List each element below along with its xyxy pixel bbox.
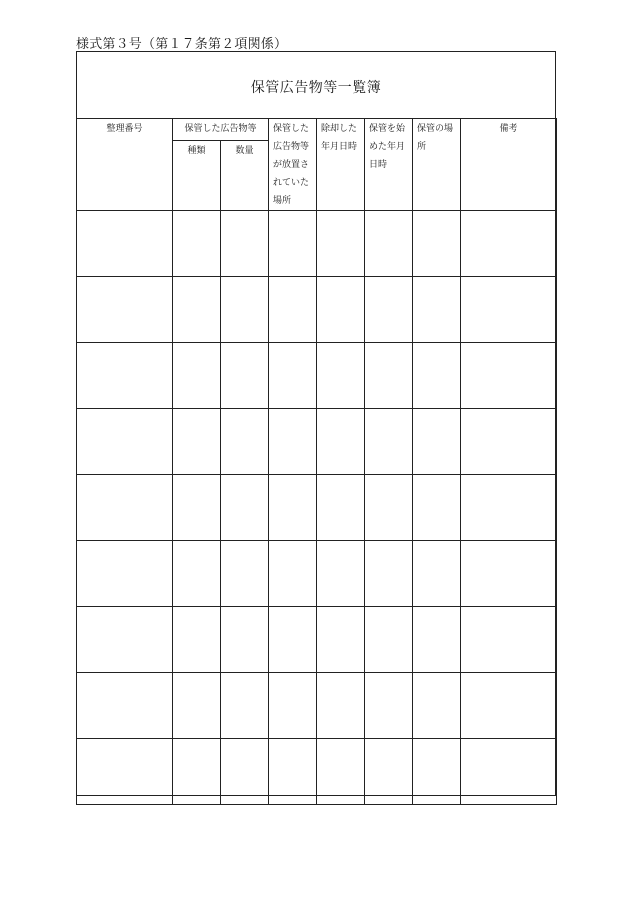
table-row bbox=[77, 739, 557, 805]
cell-removed-datetime bbox=[317, 673, 365, 739]
cell-abandoned-place bbox=[269, 739, 317, 805]
cell-kind bbox=[173, 541, 221, 607]
cell-storage-place bbox=[413, 673, 461, 739]
cell-remarks bbox=[461, 343, 557, 409]
cell-abandoned-place bbox=[269, 673, 317, 739]
form-label: 様式第３号（第１７条第２項関係） bbox=[76, 37, 288, 52]
table-row bbox=[77, 541, 557, 607]
cell-quantity bbox=[221, 409, 269, 475]
cell-abandoned-place bbox=[269, 343, 317, 409]
cell-storage-place bbox=[413, 541, 461, 607]
page-title: 保管広告物等一覧簿 bbox=[250, 80, 382, 96]
table-row bbox=[77, 211, 557, 277]
table-row bbox=[77, 343, 557, 409]
cell-quantity bbox=[221, 475, 269, 541]
cell-number bbox=[77, 475, 173, 541]
register-table bbox=[76, 118, 557, 805]
cell-kind bbox=[173, 673, 221, 739]
cell-kind bbox=[173, 475, 221, 541]
cell-kind bbox=[173, 409, 221, 475]
cell-storage-place bbox=[413, 409, 461, 475]
cell-remarks bbox=[461, 739, 557, 805]
cell-removed-datetime bbox=[317, 211, 365, 277]
table-row bbox=[77, 673, 557, 739]
cell-removed-datetime bbox=[317, 541, 365, 607]
cell-storage-start bbox=[365, 277, 413, 343]
cell-storage-place bbox=[413, 277, 461, 343]
header-storage-start: 保管を始 めた年月 日時 bbox=[365, 119, 413, 211]
cell-storage-start bbox=[365, 673, 413, 739]
table-row bbox=[77, 607, 557, 673]
cell-quantity bbox=[221, 277, 269, 343]
cell-number bbox=[77, 673, 173, 739]
header-stored-items: 保管した広告物等 bbox=[173, 119, 269, 141]
cell-abandoned-place bbox=[269, 211, 317, 277]
cell-quantity bbox=[221, 541, 269, 607]
cell-storage-place bbox=[413, 475, 461, 541]
cell-kind bbox=[173, 607, 221, 673]
cell-remarks bbox=[461, 277, 557, 343]
register-sheet bbox=[76, 51, 556, 796]
cell-remarks bbox=[461, 475, 557, 541]
cell-storage-start bbox=[365, 343, 413, 409]
cell-remarks bbox=[461, 673, 557, 739]
header-storage-place: 保管の場 所 bbox=[413, 119, 461, 211]
cell-abandoned-place bbox=[269, 277, 317, 343]
cell-storage-place bbox=[413, 343, 461, 409]
cell-storage-start bbox=[365, 607, 413, 673]
cell-number bbox=[77, 607, 173, 673]
cell-kind bbox=[173, 211, 221, 277]
cell-number bbox=[77, 409, 173, 475]
cell-remarks bbox=[461, 409, 557, 475]
cell-storage-start bbox=[365, 541, 413, 607]
cell-quantity bbox=[221, 739, 269, 805]
cell-storage-place bbox=[413, 607, 461, 673]
header-removed-datetime: 除却した 年月日時 bbox=[317, 119, 365, 211]
header-abandoned-place: 保管した 広告物等 が放置さ れていた 場所 bbox=[269, 119, 317, 211]
cell-quantity bbox=[221, 211, 269, 277]
header-quantity: 数量 bbox=[221, 140, 269, 210]
cell-number bbox=[77, 211, 173, 277]
cell-abandoned-place bbox=[269, 475, 317, 541]
cell-storage-place bbox=[413, 211, 461, 277]
cell-number bbox=[77, 277, 173, 343]
cell-remarks bbox=[461, 541, 557, 607]
cell-removed-datetime bbox=[317, 343, 365, 409]
cell-remarks bbox=[461, 211, 557, 277]
cell-quantity bbox=[221, 343, 269, 409]
table-row bbox=[77, 475, 557, 541]
header-kind: 種類 bbox=[173, 140, 221, 210]
cell-abandoned-place bbox=[269, 409, 317, 475]
cell-kind bbox=[173, 277, 221, 343]
cell-quantity bbox=[221, 673, 269, 739]
table-row bbox=[77, 409, 557, 475]
table-row bbox=[77, 277, 557, 343]
cell-remarks bbox=[461, 607, 557, 673]
cell-quantity bbox=[221, 607, 269, 673]
cell-number bbox=[77, 739, 173, 805]
cell-storage-start bbox=[365, 409, 413, 475]
cell-kind bbox=[173, 343, 221, 409]
title-box bbox=[77, 52, 555, 119]
header-number: 整理番号 bbox=[77, 119, 173, 211]
header-remarks: 備考 bbox=[461, 119, 557, 211]
cell-removed-datetime bbox=[317, 739, 365, 805]
cell-removed-datetime bbox=[317, 607, 365, 673]
cell-removed-datetime bbox=[317, 277, 365, 343]
cell-removed-datetime bbox=[317, 475, 365, 541]
cell-removed-datetime bbox=[317, 409, 365, 475]
cell-number bbox=[77, 343, 173, 409]
cell-storage-start bbox=[365, 475, 413, 541]
cell-storage-place bbox=[413, 739, 461, 805]
cell-storage-start bbox=[365, 739, 413, 805]
cell-kind bbox=[173, 739, 221, 805]
cell-abandoned-place bbox=[269, 607, 317, 673]
cell-number bbox=[77, 541, 173, 607]
cell-abandoned-place bbox=[269, 541, 317, 607]
cell-storage-start bbox=[365, 211, 413, 277]
